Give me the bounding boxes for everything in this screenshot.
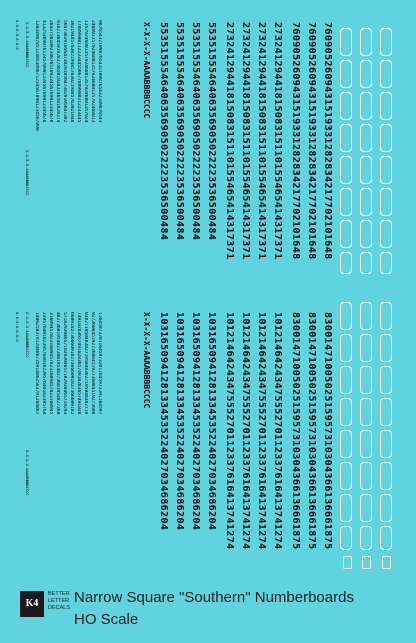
numberboard-outline [360, 28, 372, 56]
number-column: 7609052609431519331282834217702101648 [290, 22, 301, 260]
numberboard-outline [340, 334, 352, 362]
numberboard-outline [380, 60, 392, 88]
small-digit-column: 1357924680135792468013579246801357924 [83, 20, 88, 123]
number-column: 5535155546406356905022223536500484 [174, 22, 185, 241]
numberboard-outline [340, 430, 352, 458]
numberboard-outline [360, 462, 372, 490]
small-digit-column: 5718293046571829304657182930465718293 [62, 312, 67, 415]
small-digit-column: 8382719504838271950483827195048382719 [83, 312, 88, 415]
number-column: 2732412944181508315110155465414317371 [256, 22, 267, 260]
numberboard-outline [340, 60, 352, 88]
numberboard-outline [340, 220, 352, 248]
number-column: 1031650941281334535224027034686204 [158, 312, 169, 531]
brand-line: LETTER [48, 598, 70, 604]
tiny-digit-column: X-X-X-X-AAAABBBBCCCC [25, 150, 30, 196]
numberboard-outline [360, 302, 372, 330]
numberboard-outline [360, 398, 372, 426]
number-column: 2732412944181508315110155465414317371 [272, 22, 283, 260]
brand-text [48, 591, 70, 612]
small-digit-column: 1406258379120486735914062583791204867 [34, 312, 39, 415]
numberboard-outline [380, 430, 392, 458]
k4-logo: K4 [20, 591, 44, 617]
small-digit-column: 9182736450192837465019283746501928374 [55, 20, 60, 123]
numberboard-outline [340, 462, 352, 490]
numberboard-outline [360, 220, 372, 248]
numberboard-outline [380, 188, 392, 216]
numberboard-outline [380, 28, 392, 56]
numberboard-outline [380, 462, 392, 490]
small-digit-column: 2468013579246801357924680135792468013 [90, 20, 95, 123]
numberboard-outline [340, 188, 352, 216]
number-column: 1031650941281334535224027034686204 [174, 312, 185, 531]
small-digit-column: 1164597320116459732011645973201164597 [97, 312, 102, 415]
small-digit-column: 2843756109234876510923456789012345678 [48, 20, 53, 123]
numberboard-outline [380, 398, 392, 426]
numberboard-outline [360, 430, 372, 458]
number-column: 8300147100502515957310304366136661875 [306, 312, 317, 550]
number-column: 1031650941281334535224027034686204 [206, 312, 217, 531]
number-column: 5535155546406356905022223536500484 [158, 22, 169, 241]
small-digit-column: 4827360195482736019548273601954827360 [55, 312, 60, 415]
number-column: 2732412944181508315110155465414317371 [240, 22, 251, 260]
small-digit-column: 7788990011223344556677889900112233445 [76, 20, 81, 123]
numberboard-outline [340, 252, 352, 274]
number-column: 1012146424347555270112337616413741274 [272, 312, 283, 550]
small-digit-column: 3021948576302194857630219485763021948 [69, 20, 74, 123]
number-column: 1012146424347555270112337616413741274 [224, 312, 235, 550]
numberboard-outline [340, 494, 352, 522]
brand-line: DECALS [48, 605, 71, 611]
numberboard-outline [360, 60, 372, 88]
brand-line: BETTER [48, 591, 70, 597]
numberboard-outline [380, 302, 392, 330]
numberboard-outline [380, 494, 392, 522]
number-column: 1012146424347555270112337616413741274 [240, 312, 251, 550]
numberboard-outline [380, 220, 392, 248]
numberboard-outline [380, 366, 392, 394]
numberboard-outline [380, 526, 392, 550]
number-column: 7609052609431519331282834217702101648 [322, 22, 333, 260]
number-column: 1012146424347555270112337616413741274 [256, 312, 267, 550]
numberboard-outline [360, 366, 372, 394]
numberboard-outline [340, 92, 352, 120]
numberboard-outline [380, 124, 392, 152]
small-digit-column: 7491028365749102836574910283657491028 [76, 312, 81, 415]
numberboard-outline [360, 124, 372, 152]
numberboard-outline [340, 28, 352, 56]
tiny-digit-column: X-X-X-X-AAAABBBBCCCC [25, 312, 30, 358]
numberboard-outline [360, 526, 372, 550]
numberboard-outline [360, 188, 372, 216]
numberboard-outline [340, 302, 352, 330]
small-numberboard-outline [362, 556, 371, 569]
small-digit-column: 9273608451927360845192736084519273608 [90, 312, 95, 415]
small-digit-column: 4132538907612457890123456789012345678 [41, 20, 46, 123]
small-digit-column: 9876543210987654321098765432109876543 [97, 20, 102, 123]
tiny-digit-column: 6-6-6-6-6-6-6 [15, 20, 20, 50]
numberboard-outline [340, 156, 352, 184]
numberboard-outline [360, 92, 372, 120]
numberboard-outline [380, 156, 392, 184]
numberboard-outline [360, 494, 372, 522]
numberboard-outline [360, 156, 372, 184]
numberboard-outline [340, 398, 352, 426]
number-column: 7609052609431519331282834217702101648 [306, 22, 317, 260]
number-column: 1031650941281334535224027034686204 [190, 312, 201, 531]
tiny-digit-column: 6-6-6-6-6-6-6 [15, 312, 20, 342]
numberboard-outline [340, 366, 352, 394]
numberboard-outline [380, 252, 392, 274]
number-column: 2732412944181508315110155465414317371 [224, 22, 235, 260]
numberboard-outline [380, 92, 392, 120]
numberboard-outline [360, 252, 372, 274]
numberboard-outline [340, 124, 352, 152]
small-digit-column: 2395764018239576401823957640182395764 [41, 312, 46, 415]
number-column: 5535155546406356905022223536500484 [190, 22, 201, 241]
small-digit-column: 5647382910564738291056473829105647382 [62, 20, 67, 123]
tiny-digit-column: X-X-X-X-AAAABBBBCCCC [25, 22, 30, 68]
small-digit-column: 3160945782316094578231609457823160945 [48, 312, 53, 415]
numberboard-outline [380, 334, 392, 362]
sheet-title: Narrow Square "Southern" Numberboards [74, 589, 354, 606]
number-column: 8300147100502515957310304366136661875 [290, 312, 301, 550]
numberboard-outline [360, 334, 372, 362]
small-numberboard-outline [343, 556, 352, 569]
letter-code-column: X-X-X-X-AAAABBBBCCCC [142, 22, 151, 119]
number-column: 5535155546406356905022223536500484 [206, 22, 217, 241]
small-numberboard-outline [382, 556, 391, 569]
scale-label: HO Scale [74, 611, 139, 628]
small-digit-column: 6609182736660918273666091827366609182 [69, 312, 74, 415]
number-column: 8300147100502515957310304366136661875 [322, 312, 333, 550]
numberboard-outline [340, 526, 352, 550]
tiny-digit-column: X-X-X-X-AAAABBBBCCCC [25, 450, 30, 496]
small-digit-column: 1203496785124053896712345678901234567890 [34, 20, 39, 131]
letter-code-column: X-X-X-X-AAAABBBBCCCC [142, 312, 151, 409]
